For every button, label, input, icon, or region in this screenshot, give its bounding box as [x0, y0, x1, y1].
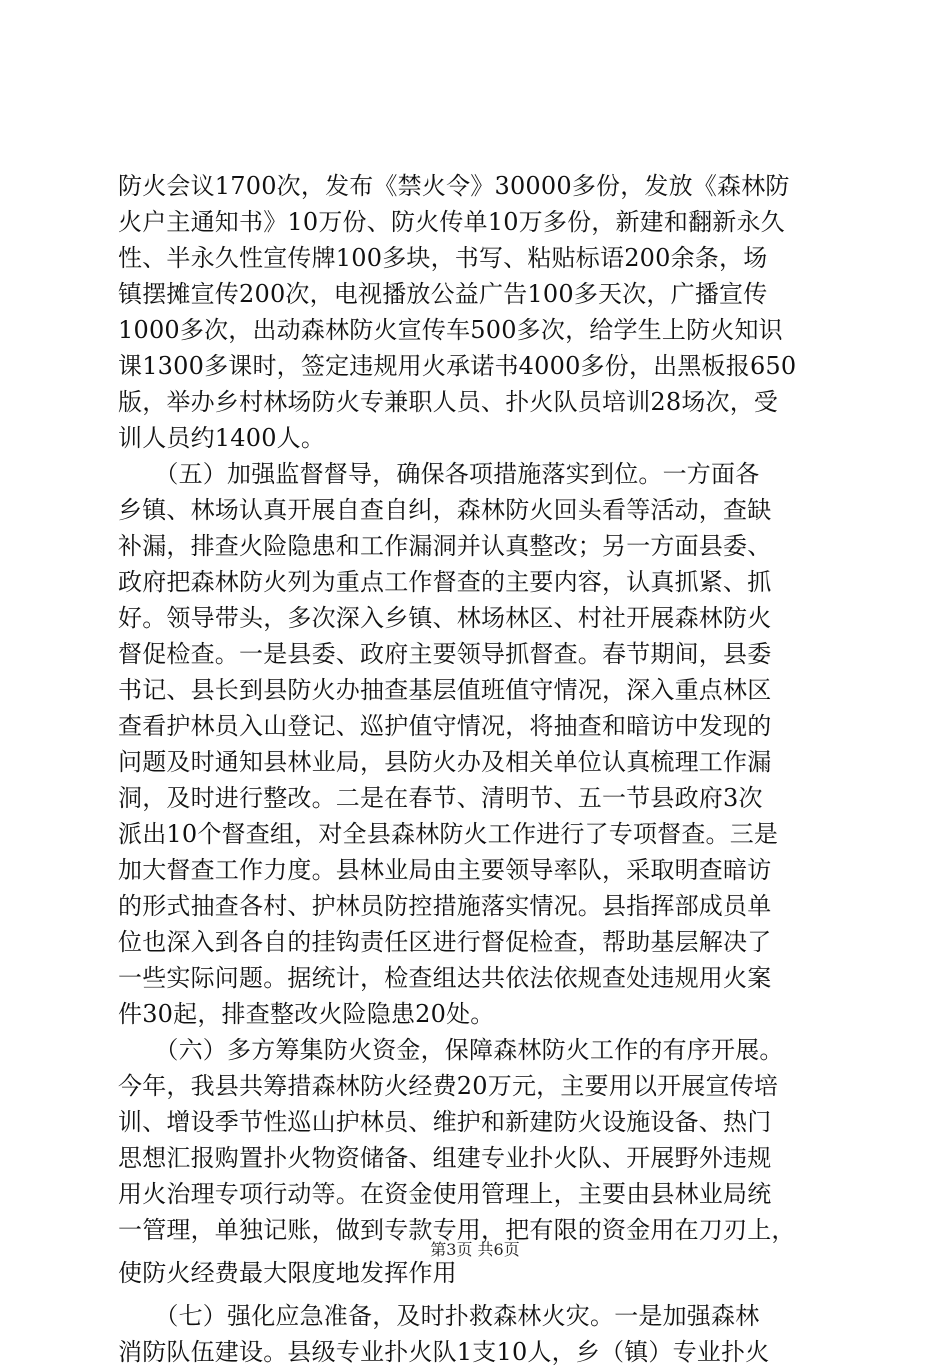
text-line: 好。领导带头，多次深入乡镇、林场林区、村社开展森林防火	[118, 604, 772, 632]
text-line: （五）加强监督督导，确保各项措施落实到位。一方面各	[118, 460, 760, 488]
text-line: 防火会议1700次，发布《禁火令》30000多份，发放《森林防	[118, 172, 790, 200]
text-line: 版，举办乡村林场防火专兼职人员、扑火队员培训28场次，受	[118, 388, 779, 416]
text-line: 用火治理专项行动等。在资金使用管理上，主要由县林业局统	[118, 1180, 772, 1208]
text-line: 镇摆摊宣传200次，电视播放公益广告100多天次，广播宣传	[118, 280, 768, 308]
text-line: 火户主通知书》10万份、防火传单10万多份，新建和翻新永久	[118, 208, 785, 236]
text-line: 的形式抽查各村、护林员防控措施落实情况。县指挥部成员单	[118, 892, 772, 920]
text-line: 课1300多课时，签定违规用火承诺书4000多份，出黑板报650	[118, 352, 797, 380]
text-line: 督促检查。一是县委、政府主要领导抓督查。春节期间，县委	[118, 640, 772, 668]
text-line: 派出10个督查组，对全县森林防火工作进行了专项督查。三是	[118, 820, 779, 848]
text-line: 使防火经费最大限度地发挥作用	[118, 1259, 457, 1287]
text-line: 一管理，单独记账，做到专款专用，把有限的资金用在刀刃上，	[118, 1216, 796, 1244]
text-line: 补漏，排查火险隐患和工作漏洞并认真整改；另一方面县委、	[118, 532, 772, 560]
text-line: 1000多次，出动森林防火宣传车500多次，给学生上防火知识	[118, 316, 783, 344]
paragraph-gap	[118, 1291, 838, 1298]
text-line: 今年，我县共筹措森林防火经费20万元，主要用以开展宣传培	[118, 1072, 779, 1100]
text-line: 件30起，排查整改火险隐患20处。	[118, 1000, 495, 1028]
text-line: 乡镇、林场认真开展自查自纠，森林防火回头看等活动，查缺	[118, 496, 772, 524]
text-line: （六）多方筹集防火资金，保障森林防火工作的有序开展。	[118, 1036, 784, 1064]
text-line: 位也深入到各自的挂钩责任区进行督促检查，帮助基层解决了	[118, 928, 772, 956]
text-line: 书记、县长到县防火办抽查基层值班值守情况，深入重点林区	[118, 676, 772, 704]
text-line: 训人员约1400人。	[118, 424, 326, 452]
text-line: 政府把森林防火列为重点工作督查的主要内容，认真抓紧、抓	[118, 568, 772, 596]
document-body	[118, 168, 838, 1370]
text-line: 洞，及时进行整改。二是在春节、清明节、五一节县政府3次	[118, 784, 763, 812]
text-line: （七）强化应急准备，及时扑救森林火灾。一是加强森林	[118, 1302, 760, 1330]
text-line: 消防队伍建设。县级专业扑火队1支10人，乡（镇）专业扑火	[118, 1338, 770, 1366]
text-line: 训、增设季节性巡山护林员、维护和新建防火设施设备、热门	[118, 1108, 772, 1136]
text-line: 思想汇报购置扑火物资储备、组建专业扑火队、开展野外违规	[118, 1144, 772, 1172]
text-line: 一些实际问题。据统计，检查组达共依法依规查处违规用火案	[118, 964, 772, 992]
text-line: 问题及时通知县林业局，县防火办及相关单位认真梳理工作漏	[118, 748, 772, 776]
page-footer: 第3页 共6页	[430, 1240, 520, 1259]
text-line: 加大督查工作力度。县林业局由主要领导率队，采取明查暗访	[118, 856, 772, 884]
text-line: 查看护林员入山登记、巡护值守情况，将抽查和暗访中发现的	[118, 712, 772, 740]
text-line: 性、半永久性宣传牌100多块，书写、粘贴标语200余条，场	[118, 244, 768, 272]
